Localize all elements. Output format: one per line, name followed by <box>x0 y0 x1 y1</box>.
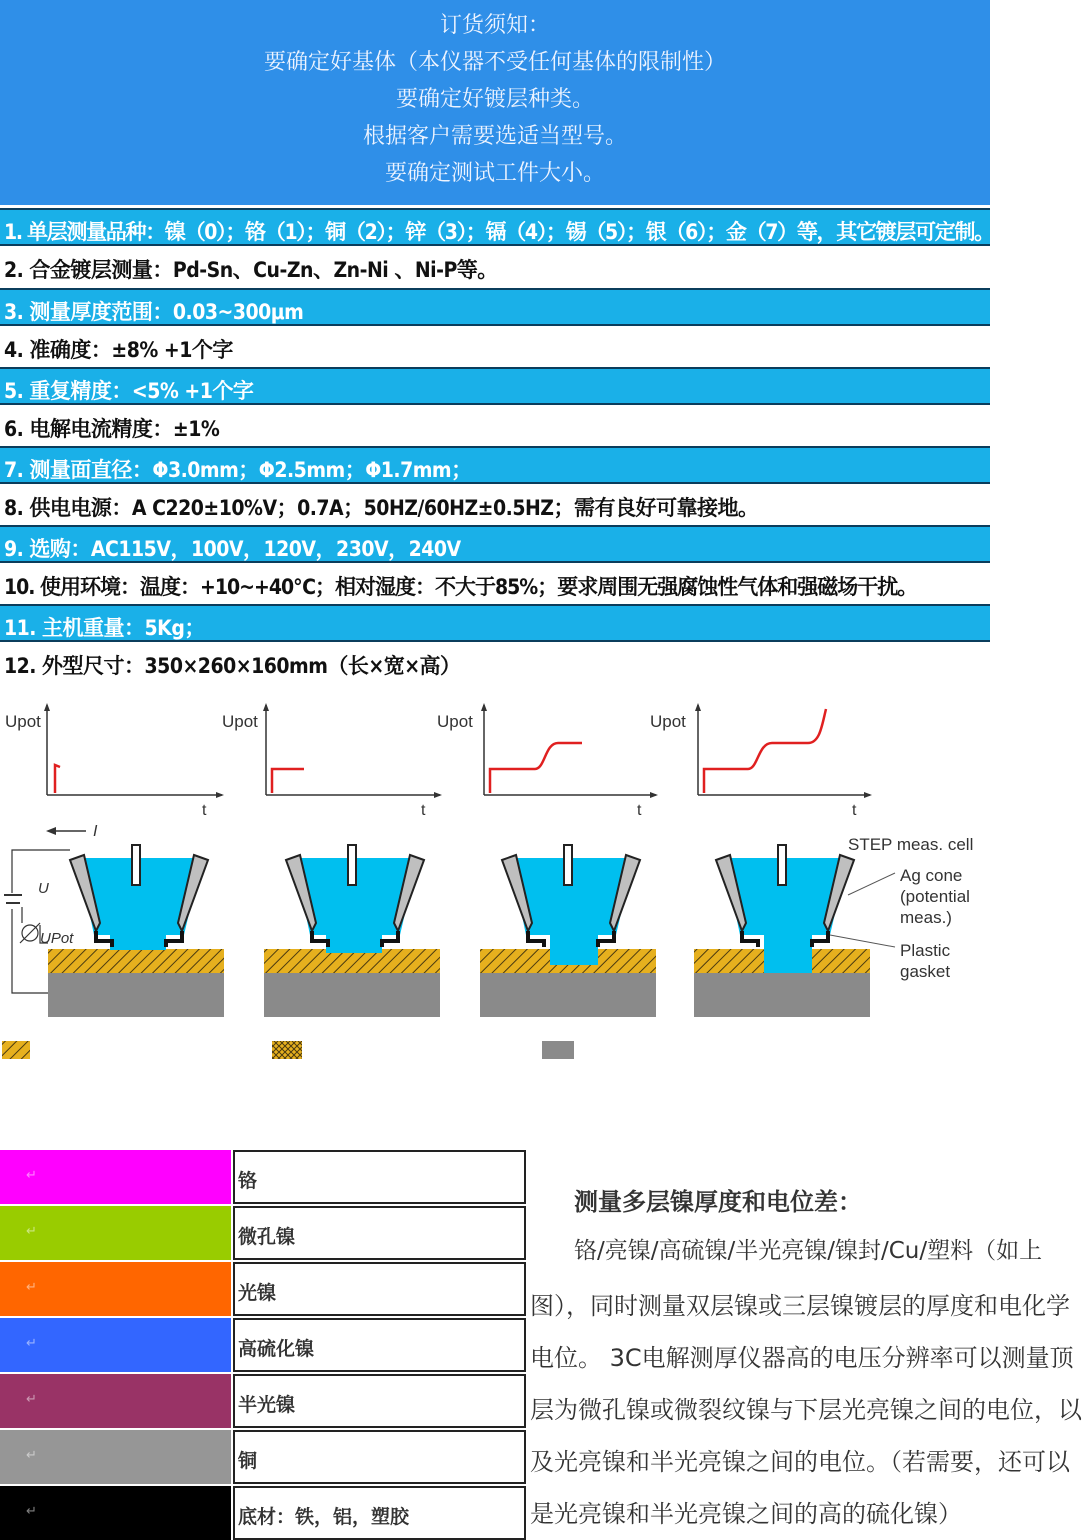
description-line: 及光亮镍和半光亮镍之间的电位。（若需要，还可以 <box>530 1448 1070 1476</box>
description-line: 铬/亮镍/高硫镍/半光亮镍/镍封/Cu/塑料（如上 <box>574 1238 1043 1264</box>
measurement-cell-2 <box>264 845 440 1017</box>
layer-row <box>0 1430 528 1484</box>
notice-line: 要确定好基体（本仪器不受任何基体的限制性） <box>263 50 726 75</box>
spec-row <box>0 525 990 563</box>
gasket-label-line: Plastic <box>900 941 951 960</box>
axis-label: t <box>637 802 642 819</box>
cone-label-line: Ag cone <box>900 866 963 885</box>
notice-line: 要确定好镀层种类。 <box>395 87 594 112</box>
voltage-label: U <box>38 880 49 897</box>
layer-row <box>0 1318 528 1372</box>
axis-label: Upot <box>650 712 686 731</box>
intermediate-swatch <box>272 1041 302 1059</box>
layer-swatch <box>0 1486 231 1540</box>
spec-text: 4. 准确度：±8% +1个字 <box>4 338 233 362</box>
spec-text: 3. 测量厚度范围：0.03~300μm <box>4 300 304 324</box>
spec-row <box>0 367 990 405</box>
potential-plot-3 <box>437 703 658 819</box>
notice-line: 根据客户需要选适当型号。 <box>362 124 627 149</box>
spec-row <box>0 644 990 682</box>
spec-row <box>0 407 990 445</box>
measurement-cell-1 <box>4 845 224 1017</box>
layer-name-cell <box>233 1262 526 1316</box>
layer-row <box>0 1262 528 1316</box>
layer-name-cell <box>233 1206 526 1260</box>
spec-text: 5. 重复精度：<5% +1个字 <box>4 379 254 403</box>
layer-swatch <box>0 1206 231 1260</box>
layer-name-cell <box>233 1318 526 1372</box>
spec-row <box>0 288 990 326</box>
layer-row <box>0 1150 528 1204</box>
axis-label: t <box>421 802 426 819</box>
spec-text: 8. 供电电源：A C220±10%V；0.7A；50HZ/60HZ±0.5HZ；需有良好可靠接地。 <box>4 496 759 520</box>
axis-label: t <box>852 802 857 819</box>
spec-text: 1. 单层测量品种：镍（0）；铬（1）；铜（2）；锌（3）；镉（4）；锡（5）；银（6）；金（7）等，其它镀层可定制。 <box>4 220 994 244</box>
spec-row <box>0 446 990 484</box>
layer-name: 底材：铁，铝，塑胶 <box>238 1506 410 1528</box>
coating-swatch <box>2 1041 30 1059</box>
cone-label-line: (potential <box>900 887 970 906</box>
spec-text: 7. 测量面直径：Φ3.0mm；Φ2.5mm；Φ1.7mm； <box>4 458 472 482</box>
order-notice-banner <box>0 0 990 205</box>
diagram-svg <box>0 695 990 1095</box>
gasket-label-line: gasket <box>900 962 951 981</box>
layer-swatch <box>0 1318 231 1372</box>
spec-text: 9. 选购：AC115V，100V，120V，230V，240V <box>4 537 461 561</box>
spec-text: 2. 合金镀层测量：Pd-Sn、Cu-Zn、Zn-Ni 、Ni-P等。 <box>4 258 498 282</box>
step-measurement-diagram <box>0 695 990 1095</box>
return-mark: ↵ <box>26 1224 37 1239</box>
measurement-cell-3 <box>480 845 656 1017</box>
cell-label: STEP meas. cell <box>848 835 974 854</box>
layer-name: 光镍 <box>238 1282 277 1304</box>
spec-row <box>0 486 990 524</box>
return-mark: ↵ <box>26 1168 37 1183</box>
layer-name: 微孔镍 <box>238 1226 296 1248</box>
return-mark: ↵ <box>26 1280 37 1295</box>
layer-swatch <box>0 1262 231 1316</box>
description-line: 层为微孔镍或微裂纹镍与下层光亮镍之间的电位，以 <box>530 1396 1082 1424</box>
description-line: 是光亮镍和半光亮镍之间的高的硫化镍） <box>530 1500 962 1528</box>
layer-row <box>0 1206 528 1260</box>
description-line: 电位。 3C电解测厚仪器高的电压分辨率可以测量顶 <box>530 1344 1074 1372</box>
layer-name-cell <box>233 1430 526 1484</box>
layer-name: 高硫化镍 <box>238 1338 315 1360</box>
axis-label: Upot <box>222 712 258 731</box>
layer-name-cell <box>233 1486 526 1540</box>
potential-plot-2 <box>222 703 442 819</box>
layer-name: 半光镍 <box>238 1394 296 1416</box>
description-line: 图），同时测量双层镍或三层镍镀层的厚度和电化学 <box>530 1292 1070 1320</box>
spec-text: 6. 电解电流精度：±1% <box>4 417 220 441</box>
return-mark: ↵ <box>26 1448 37 1463</box>
measurement-cell-4 <box>694 845 895 1017</box>
substrate-swatch <box>542 1041 574 1059</box>
potential-label: UPot <box>40 930 74 947</box>
spec-row <box>0 328 990 366</box>
layer-name-cell <box>233 1150 526 1204</box>
axis-label: Upot <box>437 712 473 731</box>
layer-row <box>0 1374 528 1428</box>
spec-text: 11. 主机重量：5Kg； <box>4 616 205 640</box>
axis-label: Upot <box>5 712 41 731</box>
layer-name: 铬 <box>238 1170 258 1192</box>
axis-label: t <box>202 802 207 819</box>
current-label: I <box>93 823 98 840</box>
layer-swatch <box>0 1150 231 1204</box>
layer-name-cell <box>233 1374 526 1428</box>
layer-swatch <box>0 1374 231 1428</box>
spec-row <box>0 248 990 286</box>
layer-swatch <box>0 1430 231 1484</box>
cone-label-line: meas.) <box>900 908 952 927</box>
spec-text: 12. 外型尺寸：350×260×160mm（长×宽×高） <box>4 654 461 678</box>
spec-row <box>0 565 990 603</box>
layer-row <box>0 1486 528 1540</box>
notice-line: 订货须知： <box>439 13 550 38</box>
current-arrow <box>46 823 98 840</box>
description-title: 测量多层镍厚度和电位差： <box>574 1188 862 1216</box>
spec-row <box>0 208 994 246</box>
return-mark: ↵ <box>26 1504 37 1519</box>
layer-name: 铜 <box>238 1450 258 1472</box>
potential-plot-4 <box>650 703 872 819</box>
spec-text: 10. 使用环境：温度：+10~+40℃；相对湿度：不大于85%；要求周围无强腐蚀性气体和强磁场干扰。 <box>4 575 918 599</box>
notice-line: 要确定测试工件大小。 <box>384 161 605 186</box>
return-mark: ↵ <box>26 1392 37 1407</box>
layer-legend-table <box>0 1150 528 1530</box>
return-mark: ↵ <box>26 1336 37 1351</box>
spec-row <box>0 604 990 642</box>
potential-plot-1 <box>5 703 224 819</box>
